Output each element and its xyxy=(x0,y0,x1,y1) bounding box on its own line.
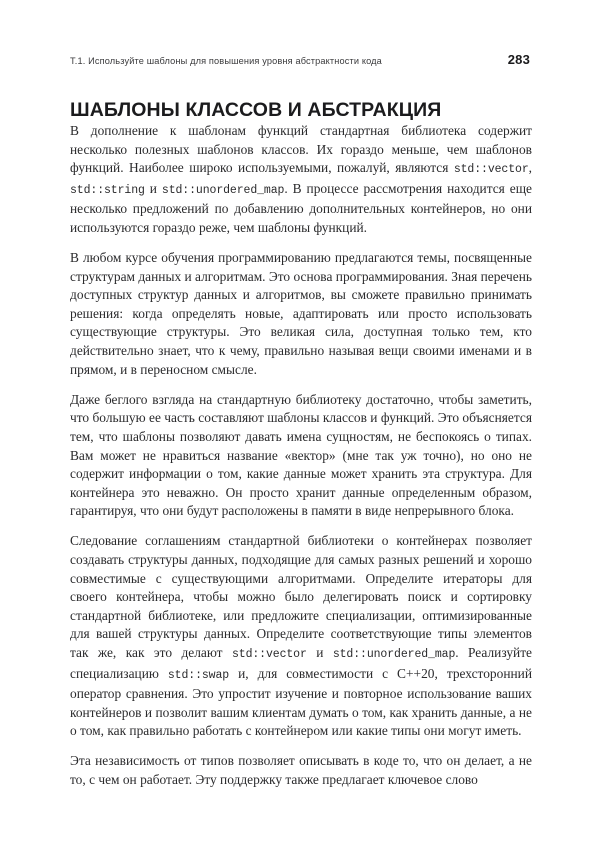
paragraph-1-text-d: . В процессе рассмотрения находится еще несколько предложений по добавлению дополнительных контейнеров, но они используются гораздо реже, чем шаблоны функций. xyxy=(70,180,532,235)
paragraph-2: В любом курсе обучения программированию предлагаются темы, посвященные структурам данных и алгоритмам. Это основа программирования. Зная перечень доступных структур данных и алгоритмов, вы сможете правильно принимать решения: когда определять новые, адаптировать или просто использовать существующие структуры. Это великая сила, доступная только тем, кто действительно знает, что к чему, правильно называя вещи своими именами и в прямом, и в переносном смысле. xyxy=(70,250,532,377)
body-text-column xyxy=(70,122,532,790)
paragraph-4-text-d: и, для совместимости с C++20, трехсторонний оператор сравнения. Это упростит изучение и повторное использование ваших контейнеров и позволит вашим клиентам думать о том, как хранить данные, а не о том, как правильно работать с контейнером или какие типы они могут иметь. xyxy=(70,665,532,739)
code-std-vector: std::vector xyxy=(453,163,529,177)
running-head-text: Т.1. Используйте шаблоны для повышения уровня абстрактности кода xyxy=(70,56,382,66)
paragraph-1 xyxy=(70,122,532,238)
paragraph-4-text-a: Следование соглашениям стандартной библиотеки о контейнерах позволяет создавать структуры данных, подходящие для самых разных решений и хорошо совместимые с существующими алгоритмами. Определите итераторы для своего контейнера, чтобы можно было делегировать поиск и сортировку стандартной библиотеке, или предложите специализации, оптимизированные для вашей структуры данных. Определите соответствующие типы элементов так же, как это делают xyxy=(70,533,532,660)
paragraph-1-text-c: и xyxy=(144,180,162,196)
code-std-unordered-map-2: std::unordered_map xyxy=(332,647,456,661)
paragraph-4 xyxy=(70,532,532,741)
page-title: ШАБЛОНЫ КЛАССОВ И АБСТРАКЦИЯ xyxy=(70,99,442,122)
paragraph-1-text-b: , xyxy=(528,160,532,176)
code-std-string: std::string xyxy=(70,183,145,197)
paragraph-4-text-c: . Реализуйте специализацию xyxy=(70,644,532,681)
running-header xyxy=(70,52,530,70)
paragraph-3: Даже беглого взгляда на стандартную библиотеку достаточно, чтобы заметить, что большую ее часть составляют шаблоны классов и функций. Это объясняется тем, что шаблоны позволяют давать имена сущностям, не беспокоясь о типах. Вам может не нравиться название «вектор» (мне так уж точно), но оно не содержит информации о том, какие данные может хранить эта структура. Для контейнера это неважно. Он просто хранит данные определенным образом, гарантируя, что они будут расположены в памяти в виде непрерывного блока. xyxy=(70,391,532,519)
paragraph-5: Эта независимость от типов позволяет описывать в коде то, что он делает, а не то, с чем он работает. Эту поддержку также предлагает ключевое слово xyxy=(70,753,532,787)
page-number: 283 xyxy=(507,52,530,67)
code-std-swap: std::swap xyxy=(167,668,230,682)
code-std-vector-2: std::vector xyxy=(231,647,307,661)
paragraph-1-text-a: В дополнение к шаблонам функций стандартная библиотека содержит несколько полезных шаблонов классов. Их гораздо меньше, чем шаблонов функций. Наиболее широко используемыми, пожалуй, являются xyxy=(70,123,532,176)
paragraph-4-text-b: и xyxy=(306,644,333,660)
code-std-unordered-map: std::unordered_map xyxy=(161,183,285,197)
